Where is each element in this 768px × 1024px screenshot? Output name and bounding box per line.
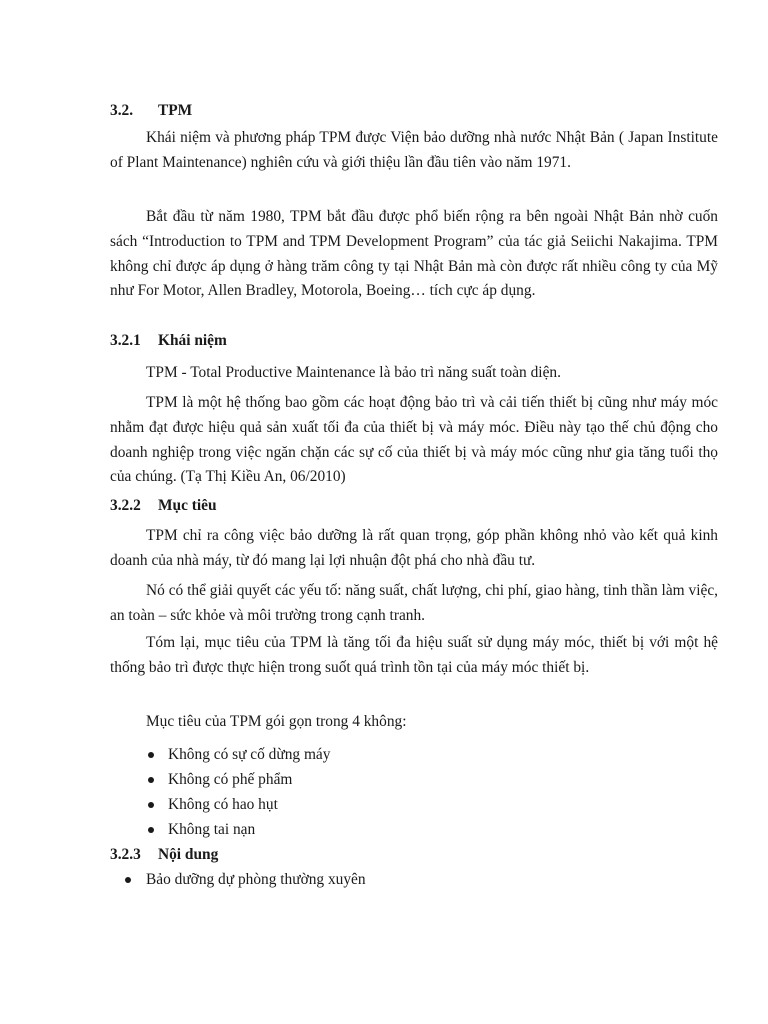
section-heading [110, 99, 192, 123]
bullet-icon [148, 827, 154, 833]
bullet-icon [148, 752, 154, 758]
bullet-icon [148, 802, 154, 808]
subsection-number: 3.2.3 [110, 846, 141, 863]
list-item [168, 743, 330, 767]
section-number: 3.2. [110, 102, 134, 119]
subsection-number: 3.2.1 [110, 332, 141, 349]
section-title: TPM [158, 102, 193, 119]
subsection-heading-323 [110, 843, 218, 867]
subsection-title: Nội dung [158, 846, 219, 863]
list-item [168, 793, 278, 817]
list-item [146, 868, 366, 892]
paragraph: TPM là một hệ thống bao gồm các hoạt động bảo trì và cải tiến thiết bị cũng như máy móc nhằm đạt được hiệu quả sản xuất tối đa của thiết bị và máy móc. Điều này tạo thế chủ động cho doanh nghiệp trong việc ngăn chặn các sự cố của thiết bị và máy móc cũng như gia tăng tuổi thọ của chúng. (Tạ Thị Kiều An, 06/2010) [110, 394, 718, 486]
subsection-title: Khái niệm [158, 332, 227, 349]
list-item-text: Không có phế phẩm [168, 771, 293, 788]
paragraph: Nó có thể giải quyết các yếu tố: năng suất, chất lượng, chi phí, giao hàng, tinh thần làm việc, an toàn – sức khỏe và môi trường trong cạnh tranh. [110, 582, 718, 624]
subsection-title: Mục tiêu [158, 497, 217, 514]
list-item-text: Không có hao hụt [168, 796, 278, 813]
paragraph: Mục tiêu của TPM gói gọn trong 4 không: [146, 713, 407, 730]
bullet-icon [125, 877, 131, 883]
subsection-number: 3.2.2 [110, 497, 141, 514]
intro-paragraph-1: Khái niệm và phương pháp TPM được Viện bảo dưỡng nhà nước Nhật Bản ( Japan Institute of Plant Maintenance) nghiên cứu và giới thiệu lần đầu tiên vào năm 1971. [110, 129, 718, 171]
paragraph: TPM chỉ ra công việc bảo dưỡng là rất quan trọng, góp phần không nhỏ vào kết quả kinh doanh của nhà máy, từ đó mang lại lợi nhuận đột phá cho nhà đầu tư. [110, 527, 718, 569]
intro-paragraph-2: Bắt đầu từ năm 1980, TPM bắt đầu được phổ biến rộng ra bên ngoài Nhật Bản nhờ cuốn sách “Introduction to TPM and TPM Development Program” của tác giả Seiichi Nakajima. TPM không chỉ được áp dụng ở hàng trăm công ty tại Nhật Bản mà còn được rất nhiều công ty của Mỹ như For Motor, Allen Bradley, Motorola, Boeing… tích cực áp dụng. [110, 208, 718, 300]
paragraph: Tóm lại, mục tiêu của TPM là tăng tối đa hiệu suất sử dụng máy móc, thiết bị với một hệ thống bảo trì được thực hiện trong suốt quá trình tồn tại của máy móc thiết bị. [110, 634, 718, 676]
list-item [168, 768, 292, 792]
subsection-heading-321 [110, 329, 227, 353]
bullet-icon [148, 777, 154, 783]
list-item-text: Không tai nạn [168, 821, 256, 838]
list-item-text: Bảo dưỡng dự phòng thường xuyên [146, 871, 366, 888]
subsection-heading-322 [110, 494, 217, 518]
paragraph: TPM - Total Productive Maintenance là bảo trì năng suất toàn diện. [146, 364, 561, 381]
list-item [168, 818, 255, 842]
list-item-text: Không có sự cố dừng máy [168, 746, 331, 763]
